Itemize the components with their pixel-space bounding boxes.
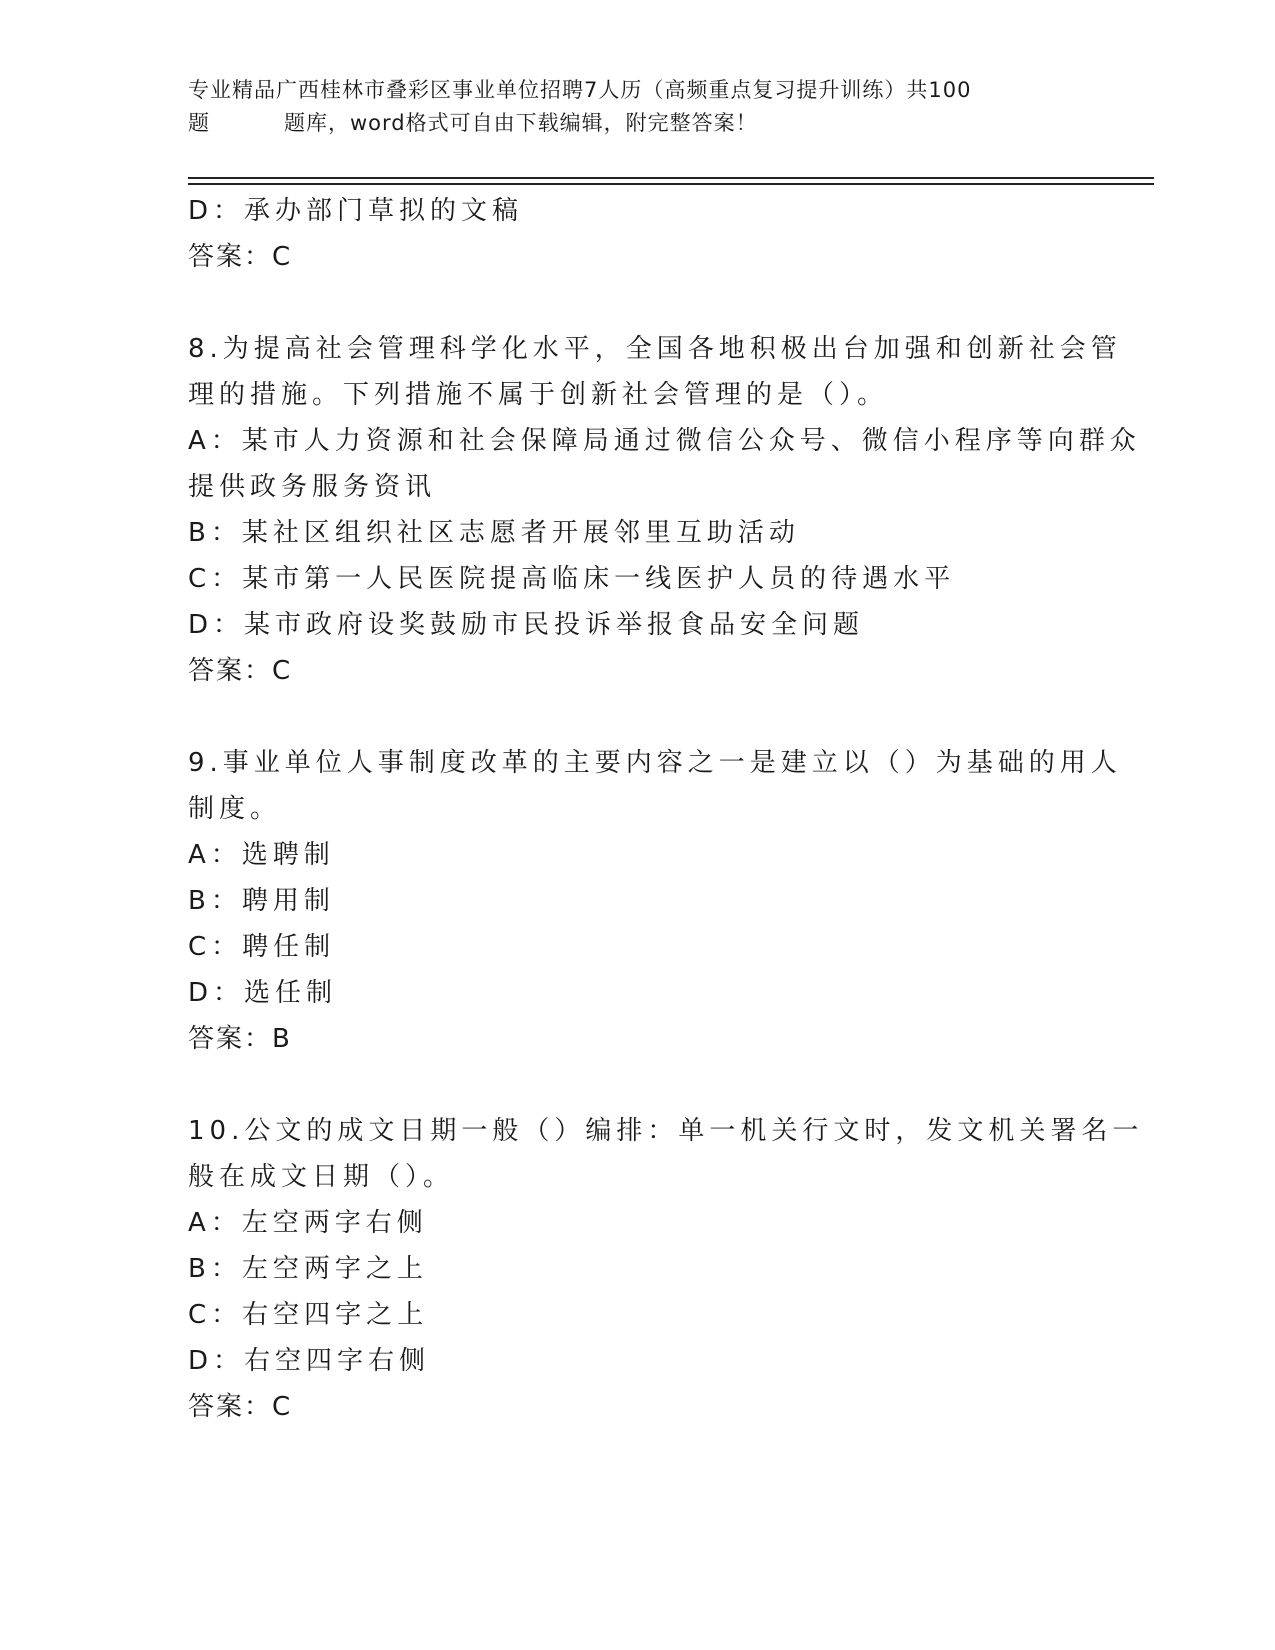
option-c: C：聘任制 xyxy=(188,932,336,962)
answer-line: 答案：B xyxy=(188,1024,292,1054)
question-stem: 9.事业单位人事制度改革的主要内容之一是建立以（）为基础的用人 xyxy=(188,748,1122,778)
header-title-line2 xyxy=(188,107,1088,140)
document-header xyxy=(188,74,1088,140)
option-b: B：左空两字之上 xyxy=(188,1254,428,1284)
answer-line: 答案：C xyxy=(188,242,293,272)
option-d: D：选任制 xyxy=(188,978,338,1008)
header-title-line2-head: 题 xyxy=(188,111,210,135)
question-stem: 制度。 xyxy=(188,794,282,824)
question-8 xyxy=(188,326,1141,694)
option-b: B：某社区组织社区志愿者开展邻里互助活动 xyxy=(188,518,800,548)
header-divider-top xyxy=(188,177,1154,179)
question-gap xyxy=(188,694,1088,740)
option-c: C：右空四字之上 xyxy=(188,1300,429,1330)
option-d: D：承办部门草拟的文稿 xyxy=(188,196,524,226)
question-stem: 8.为提高社会管理科学化水平，全国各地积极出台加强和创新社会管 xyxy=(188,334,1122,364)
answer-line: 答案：C xyxy=(188,1392,293,1422)
option-a: A：某市人力资源和社会保障局通过微信公众号、微信小程序等向群众 xyxy=(188,426,1141,456)
option-d: D：右空四字右侧 xyxy=(188,1346,431,1376)
option-a-continued: 提供政务服务资讯 xyxy=(188,472,437,502)
question-9 xyxy=(188,740,1122,1062)
option-c: C：某市第一人民医院提高临床一线医护人员的待遇水平 xyxy=(188,564,956,594)
previous-question-tail xyxy=(188,188,1088,280)
question-stem: 10.公文的成文日期一般（）编排：单一机关行文时，发文机关署名一 xyxy=(188,1116,1144,1146)
answer-line: 答案：C xyxy=(188,656,293,686)
option-a: A：左空两字右侧 xyxy=(188,1208,428,1238)
document-body xyxy=(188,188,1144,1430)
header-title-line2-tail: 题库，word格式可自由下载编辑，附完整答案！ xyxy=(284,111,758,135)
question-gap xyxy=(188,280,1088,326)
option-a: A：选聘制 xyxy=(188,840,335,870)
question-10 xyxy=(188,1108,1144,1430)
header-title-line1: 专业精品广西桂林市叠彩区事业单位招聘7人历（高频重点复习提升训练）共100 xyxy=(188,78,972,102)
question-stem: 理的措施。下列措施不属于创新社会管理的是（）。 xyxy=(188,380,889,410)
question-gap xyxy=(188,1062,1088,1108)
option-d: D：某市政府设奖鼓励市民投诉举报食品安全问题 xyxy=(188,610,865,640)
option-b: B：聘用制 xyxy=(188,886,335,916)
header-divider-bottom xyxy=(188,183,1154,185)
question-stem: 般在成文日期（）。 xyxy=(188,1162,455,1192)
